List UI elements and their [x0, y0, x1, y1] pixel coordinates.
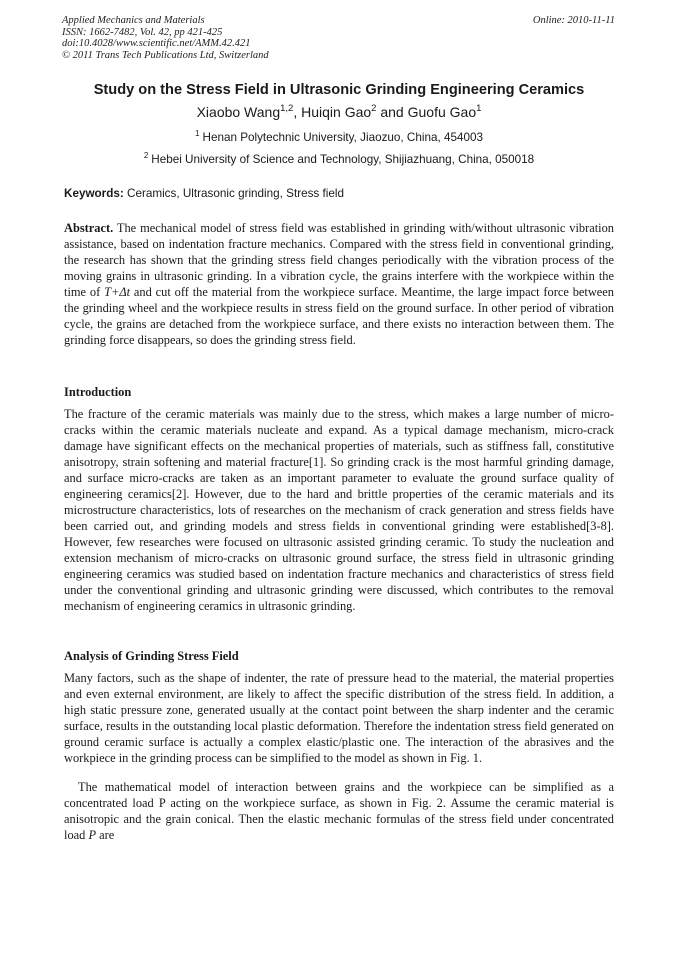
- author-affiliation-mark: 1: [476, 103, 482, 114]
- affiliation-text: Hebei University of Science and Technology, Shijiazhuang, China, 050018: [151, 153, 535, 166]
- author-affiliation-mark: 1,2: [280, 103, 294, 114]
- load-symbol: P: [88, 828, 97, 842]
- author-name: Huiqin Gao: [301, 104, 372, 120]
- author-separator: ,: [293, 104, 302, 120]
- introduction-heading: Introduction: [64, 385, 132, 399]
- journal-header: [62, 15, 269, 61]
- author-name: Guofu Gao: [407, 104, 477, 120]
- author-separator: and: [376, 104, 408, 120]
- online-date: Online: 2010-11-11: [532, 15, 615, 26]
- analysis-paragraph-2-end: are: [96, 828, 115, 842]
- issn-line: ISSN: 1662-7482, Vol. 42, pp 421-425: [62, 26, 223, 38]
- analysis-paragraph-2: [64, 779, 614, 843]
- affiliation-mark: 1: [195, 129, 200, 138]
- affiliation-2: [0, 152, 678, 167]
- abstract-math: T+Δt: [104, 285, 131, 299]
- keywords: [64, 186, 344, 201]
- journal-name: Applied Mechanics and Materials: [62, 15, 205, 26]
- author-name: Xiaobo Wang: [196, 104, 281, 120]
- author-list: [0, 101, 678, 123]
- author-affiliation-mark: 2: [371, 103, 377, 114]
- introduction-paragraph: The fracture of the ceramic materials was mainly due to the stress, which makes a large number of micro-cracks within the ceramic materials nucleate and expand. As a typical damage mechanism, micro-crack damage have significant effects on the mechanical properties of materials, such as stiffness fall, constitutive anisotropy, strain softening and material fracture[1]. So grinding crack is the most harmful grinding damage, and surface micro-cracks are taken as an important parameter to evaluate the ground surface quality of engineering ceramics[2]. However, due to the hard and brittle properties of the ceramic materials and its microstructure characteristics, lots of researches on the mechanism of crack generation and stress fields have been carried out, and grinding models and stress fields in conventional grinding were established[3-8]. However, few researches were focused on ultrasonic assisted grinding ceramic. To study the nucleation and extension mechanism of micro-cracks on ultrasonic ground surface, the stress field in ultrasonic grinding engineering ceramics was studied based on indentation fracture mechanics and characteristics of stress field under the conventional grinding and ultrasonic grinding were discussed, which contributes to the removal mechanism of engineering ceramics in ultrasonic grinding.: [64, 407, 614, 613]
- affiliation-mark: 2: [143, 151, 149, 160]
- doi-line: doi:10.4028/www.scientific.net/AMM.42.421: [62, 38, 251, 49]
- abstract: [64, 220, 614, 348]
- abstract-text: The mechanical model of stress field was established in grinding with/without ultrasonic vibration assistance, based on indentation fracture mechanics. Compared with the stress field in conventional grinding, the research has shown that the grinding stress field changes periodically with the vibration process of the moving grains in ultrasonic grinding. In a vibration cycle, the grains interfere with the workpiece within the time of: [64, 221, 615, 299]
- abstract-text-cont: and cut off the material from the workpiece surface. Meantime, the large impact force between the grinding wheel and the workpiece results in stress field on the ground surface. In other period of vibration cycle, the grains are detached from the workpiece surface, and there exists no interaction between them. The grinding force disappears, so does the grinding stress field.: [64, 285, 614, 347]
- abstract-label: Abstract.: [64, 221, 114, 235]
- keywords-text: Ceramics, Ultrasonic grinding, Stress field: [127, 187, 344, 200]
- keywords-label: Keywords:: [64, 187, 124, 200]
- analysis-heading: Analysis of Grinding Stress Field: [64, 649, 239, 663]
- paper-title: Study on the Stress Field in Ultrasonic Grinding Engineering Ceramics: [93, 82, 585, 98]
- analysis-paragraph-1: Many factors, such as the shape of indenter, the rate of pressure head to the material, the material properties and even external environment, are likely to affect the specific distribution of the stress field. In addition, a high static pressure zone, generated usually at the contact point between the sharp indenter and the ceramic surface, results in the outstanding local plastic deformation. Therefore the indentation stress field generated on ground ceramic surface is actually a complex elastic/plastic one. The interaction of the abrasives and the workpiece in the grinding process can be simplified to the model as shown in Fig. 1.: [64, 671, 614, 765]
- analysis-paragraph-2-text: The mathematical model of interaction between grains and the workpiece can be simplified as a concentrated load P acting on the workpiece surface, as shown in Fig. 2. Assume the ceramic material is anisotropic and the grain conical. Then the elastic mechanic formulas of the stress field under concentrated load: [64, 780, 614, 842]
- copyright-line: © 2011 Trans Tech Publications Ltd, Switzerland: [62, 49, 269, 61]
- affiliation-1: [0, 130, 678, 145]
- affiliation-text: Henan Polytechnic University, Jiaozuo, China, 454003: [202, 131, 483, 144]
